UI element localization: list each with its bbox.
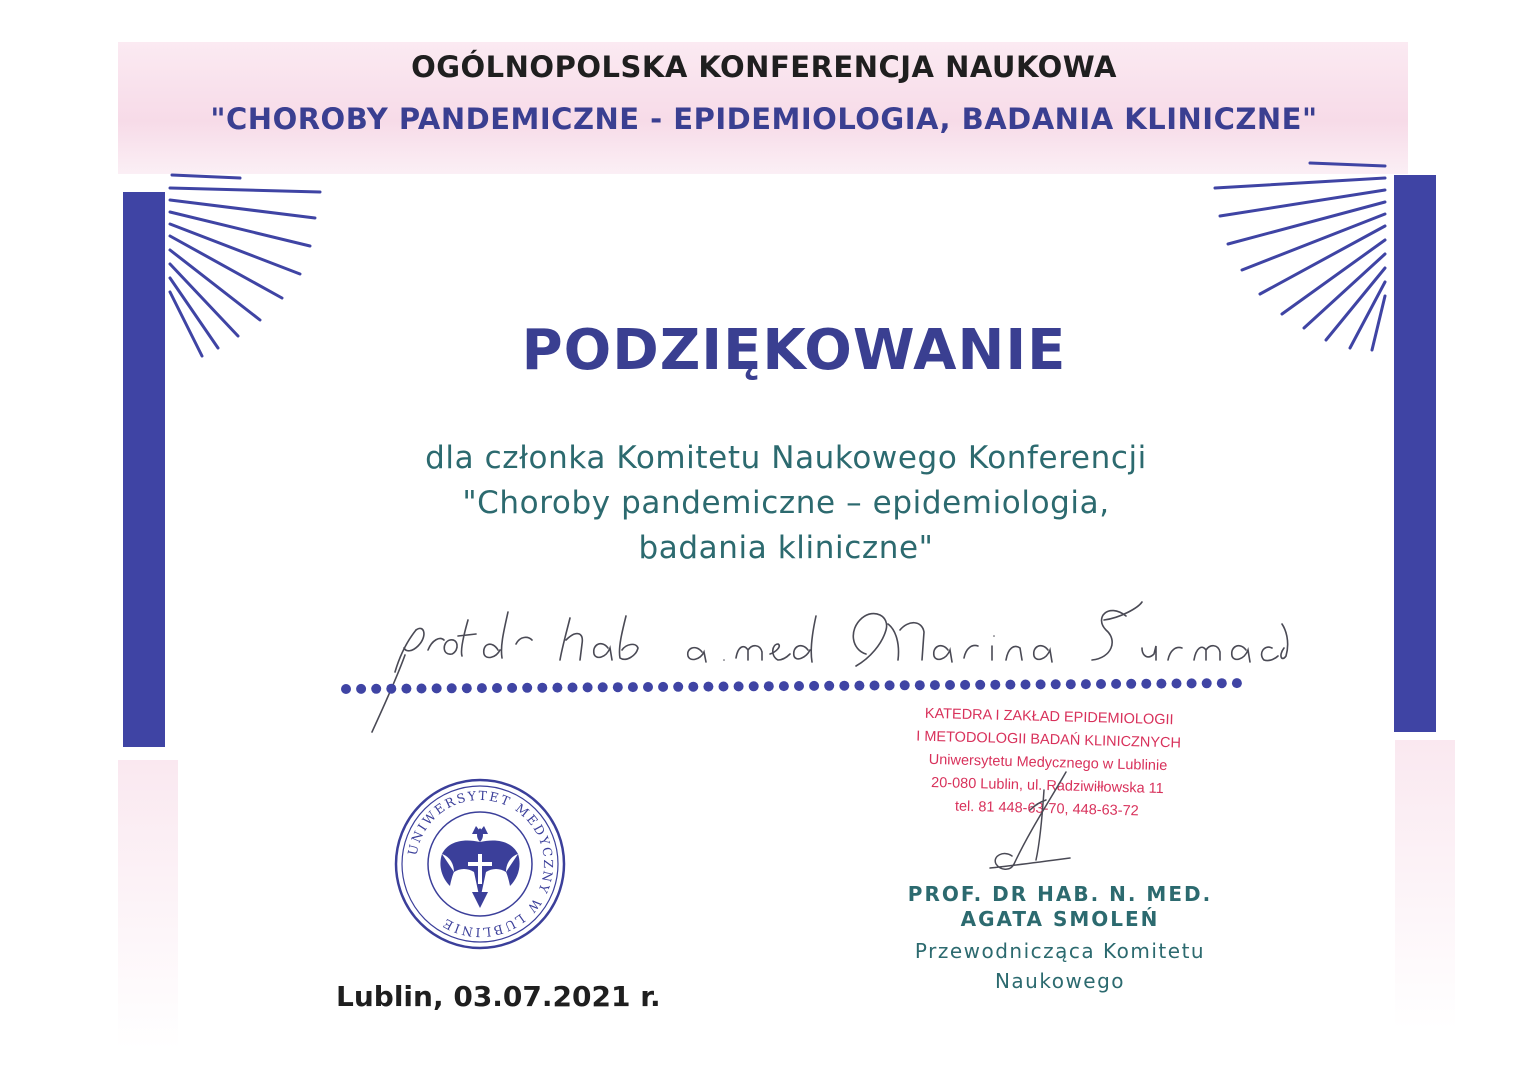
dotted-line-dot: [462, 683, 472, 693]
right-pink-fade: [1395, 740, 1455, 1030]
dotted-line-dot: [749, 681, 759, 691]
dotted-line-dot: [824, 681, 834, 691]
seal-text: UNIWERSYTET MEDYCZNY W LUBLINIE: [404, 787, 557, 941]
dotted-line-dot: [900, 680, 910, 690]
dotted-line-dot: [507, 683, 517, 693]
dotted-line-dot: [673, 682, 683, 692]
stamp-line-4: 20-080 Lublin, ul. Radziwiłłowska 11: [930, 774, 1164, 798]
dotted-line-dot: [975, 680, 985, 690]
chair-handwritten-signature: [970, 760, 1090, 880]
dotted-line-dot: [1096, 679, 1106, 689]
dotted-line-dot: [1005, 680, 1015, 690]
dotted-line-dot: [492, 683, 502, 693]
dotted-line-dot: [719, 682, 729, 692]
dotted-line-dot: [1036, 679, 1046, 689]
stamp-line-3: Uniwersytetu Medycznego w Lublinie: [928, 751, 1168, 775]
left-pink-fade: [118, 760, 178, 1050]
dedication-line-1: dla członka Komitetu Naukowego Konferencji: [425, 440, 1147, 476]
dotted-line-dot: [598, 682, 608, 692]
stamp-line-1: KATEDRA I ZAKŁAD EPIDEMIOLOGII: [924, 705, 1174, 729]
dotted-line-dot: [1232, 678, 1242, 688]
stamp-line-2: I METODOLOGII BADAŃ KLINICZNYCH: [916, 728, 1182, 752]
dotted-line-dot: [930, 680, 940, 690]
chair-role-line-2: Naukowego: [994, 969, 1126, 993]
dotted-line-dot: [779, 681, 789, 691]
dotted-line-dot: [583, 682, 593, 692]
conference-title-heading: "CHOROBY PANDEMICZNE - EPIDEMIOLOGIA, BADANIA KLINICZNE": [210, 102, 1318, 136]
dotted-line-dot: [417, 684, 427, 694]
chair-name: AGATA SMOLEŃ: [960, 907, 1160, 931]
dotted-line-dot: [1217, 678, 1227, 688]
dotted-line-dot: [1141, 679, 1151, 689]
dotted-line-dot: [658, 682, 668, 692]
dotted-line-dot: [1126, 679, 1136, 689]
dotted-line-dot: [1172, 679, 1182, 689]
dotted-line-dot: [401, 684, 411, 694]
chair-title: PROF. DR HAB. N. MED.: [907, 882, 1213, 906]
dotted-line-dot: [915, 680, 925, 690]
dotted-line-dot: [870, 681, 880, 691]
dotted-line-dot: [734, 681, 744, 691]
dotted-line-dot: [764, 681, 774, 691]
dotted-line-dot: [1202, 678, 1212, 688]
name-dotted-line: [340, 677, 1250, 701]
dotted-line-dot: [1156, 679, 1166, 689]
dotted-line-dot: [356, 684, 366, 694]
dotted-line-dot: [477, 683, 487, 693]
dedication-text: [0, 436, 1528, 571]
dotted-line-dot: [628, 682, 638, 692]
dotted-line-dot: [643, 682, 653, 692]
dotted-line-dot: [839, 681, 849, 691]
chair-role-line-1: Przewodnicząca Komitetu: [914, 939, 1206, 963]
dedication-line-3: badania kliniczne": [638, 530, 934, 566]
dotted-line-dot: [1081, 679, 1091, 689]
dotted-line-dot: [386, 684, 396, 694]
dotted-line-dot: [447, 683, 457, 693]
dotted-line-dot: [960, 680, 970, 690]
dotted-line-dot: [371, 684, 381, 694]
dotted-line-dot: [613, 682, 623, 692]
dotted-line-dot: [1187, 678, 1197, 688]
dotted-line-dot: [1051, 679, 1061, 689]
dotted-line-dot: [1021, 680, 1031, 690]
conference-type-heading: OGÓLNOPOLSKA KONFERENCJA NAUKOWA: [411, 50, 1117, 84]
dedication-line-2: "Choroby pandemiczne – epidemiologia,: [462, 485, 1110, 521]
stamp-line-5: tel. 81 448-63-70, 448-63-72: [954, 798, 1139, 820]
dotted-line-dot: [1111, 679, 1121, 689]
dotted-line-dot: [688, 682, 698, 692]
dotted-line-dot: [1066, 679, 1076, 689]
dotted-line-dot: [522, 683, 532, 693]
dotted-line-dot: [809, 681, 819, 691]
dotted-line-dot: [703, 682, 713, 692]
chair-signature-block: [860, 882, 1260, 996]
dotted-line-dot: [432, 683, 442, 693]
dotted-line-dot: [552, 683, 562, 693]
dotted-line-dot: [341, 684, 351, 694]
university-seal: [392, 776, 568, 952]
dotted-line-dot: [945, 680, 955, 690]
dotted-line-dot: [794, 681, 804, 691]
certificate-title: PODZIĘKOWANIE: [521, 318, 1067, 383]
place-and-date: Lublin, 03.07.2021 r.: [336, 980, 661, 1013]
dotted-line-dot: [990, 680, 1000, 690]
dotted-line-dot: [885, 680, 895, 690]
dotted-line-dot: [568, 683, 578, 693]
dotted-line-dot: [537, 683, 547, 693]
dotted-line-dot: [854, 681, 864, 691]
